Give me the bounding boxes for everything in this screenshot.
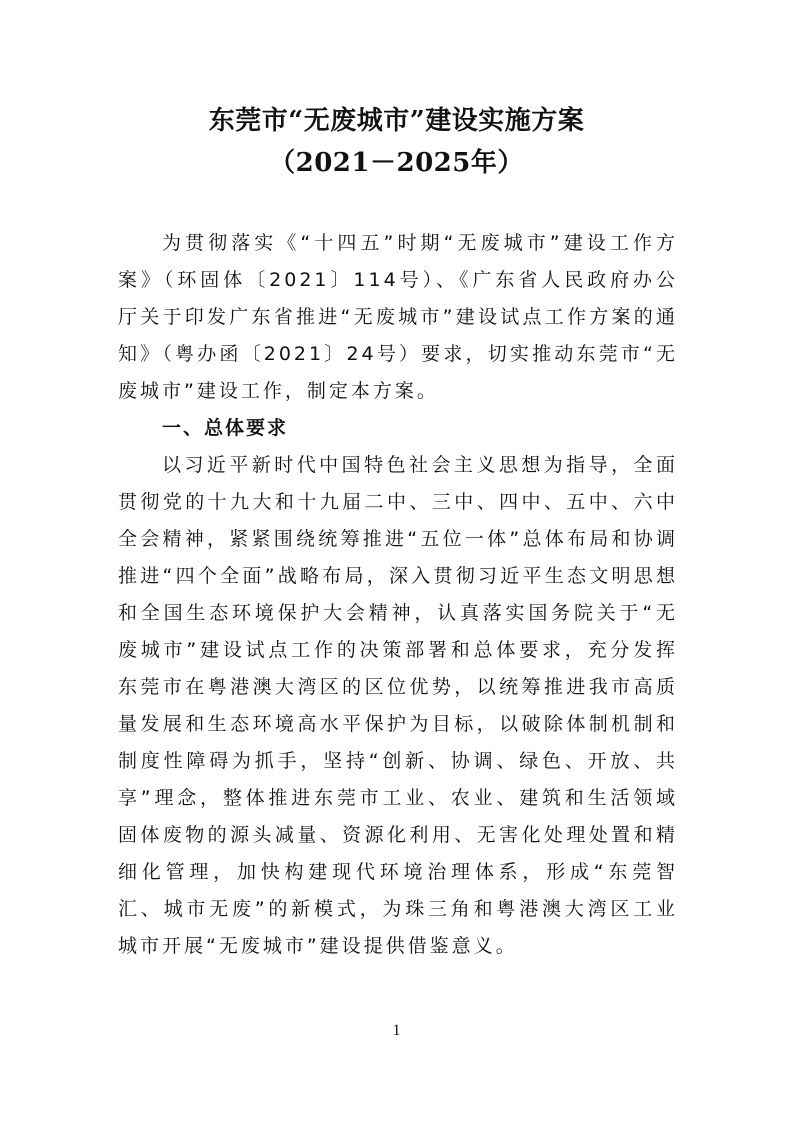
page-number: 1 — [392, 1022, 401, 1039]
intro-paragraph: 为贯彻落实《“十四五”时期“无废城市”建设工作方案》（环固体〔2021〕114号）、《广东省人民政府办公厅关于印发广东省推进“无废城市”建设试点工作方案的通知》（粤办函〔2021〕24号）要求，切实推动东莞市“无废城市”建设工作，制定本方案。 — [118, 232, 678, 402]
document-title: 东莞市“无废城市”建设实施方案 — [208, 106, 585, 136]
section-heading: 一、总体要求 — [162, 417, 289, 439]
document-body — [118, 225, 678, 965]
section-paragraph: 以习近平新时代中国特色社会主义思想为指导，全面贯彻党的十九大和十九届二中、三中、四中、五中、六中全会精神，紧紧围绕统筹推进“五位一体”总体布局和协调推进“四个全面”战略布局，深入贯彻习近平生态文明思想和全国生态环境保护大会精神，认真落实国务院关于“无废城市”建设试点工作的决策部署和总体要求，充分发挥东莞市在粤港澳大湾区的区位优势，以统筹推进我市高质量发展和生态环境高水平保护为目标，以破除体制机制和制度性障碍为抓手，坚持“创新、协调、绿色、开放、共享”理念，整体推进东莞市工业、农业、建筑和生活领域固体废物的源头减量、资源化利用、无害化处理处置和精细化管理，加快构建现代环境治理体系，形成“东莞智汇、城市无废”的新模式，为珠三角和粤港澳大湾区工业城市开展“无废城市”建设提供借鉴意义。 — [118, 454, 678, 957]
document-subtitle-years: （2021－2025年） — [269, 148, 524, 178]
